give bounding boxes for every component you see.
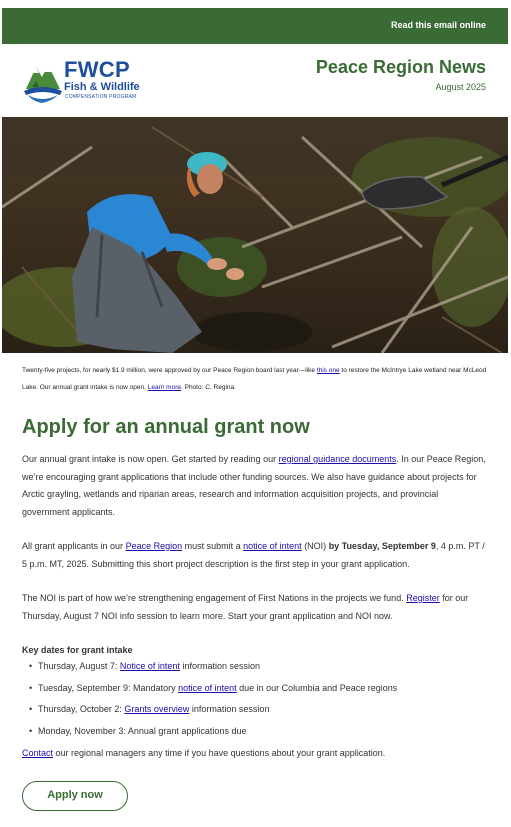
paragraph-guidance — [22, 451, 486, 521]
caption-text: . Photo: C. Regina. — [181, 384, 236, 391]
paragraph-text: Our annual grant intake is now open. Get started by reading our — [22, 454, 279, 464]
key-dates-list — [29, 657, 489, 743]
contact-paragraph — [22, 745, 385, 761]
register-link[interactable]: Register — [406, 593, 440, 603]
list-item — [29, 679, 489, 701]
noi-due-link[interactable]: notice of intent — [178, 682, 237, 693]
paragraph-first-nations — [22, 590, 486, 625]
grants-overview-link[interactable]: Grants overview — [124, 704, 190, 714]
logo-acronym: FWCP — [64, 57, 130, 82]
photo-caption — [22, 362, 492, 396]
list-item-text: Monday, November 3: Annual grant applications due — [38, 725, 247, 736]
paragraph-text: . In our Peace Region, we’re encouraging grant applications that include other funding sources. We also have guidance about projects for Arctic grayling, wetlands and riparian areas, research and information acquisition projects, and provincial government applicants. — [22, 454, 486, 517]
list-item-text: information session — [179, 661, 260, 671]
paragraph-text: , 4 p.m. PT / 5 p.m. MT, 2025. Submitting this short project description is the first step in your grant application. — [22, 541, 485, 569]
caption-link-learn-more[interactable]: Learn more — [147, 384, 181, 391]
section-heading: Apply for an annual grant now — [22, 416, 310, 438]
notice-of-intent-link[interactable]: notice of intent — [243, 541, 302, 551]
apply-now-button[interactable]: Apply now — [22, 781, 128, 811]
logo-subtitle: COMPENSATION PROGRAM — [65, 94, 137, 100]
newsletter-title: Peace Region News — [315, 57, 486, 77]
fwcp-logo-mark — [22, 57, 64, 105]
logo-name: Fish & Wildlife — [64, 81, 140, 93]
list-item-text: Thursday, October 2: — [38, 704, 125, 714]
list-item — [29, 657, 489, 679]
noi-session-link[interactable]: Notice of intent — [119, 661, 180, 671]
caption-link-this-one[interactable]: this one — [316, 367, 340, 374]
paragraph-text: (NOI) — [301, 541, 329, 551]
paragraph-text: must submit a — [182, 541, 244, 551]
list-item-text: Thursday, August 7: — [38, 661, 120, 671]
paragraph-noi — [22, 538, 486, 573]
read-online-link[interactable]: Read this email online — [390, 20, 486, 30]
list-item-text: Tuesday, September 9: Mandatory — [38, 682, 179, 693]
list-item — [29, 722, 489, 744]
paragraph-text: The NOI is part of how we’re strengthening engagement of First Nations in the projects we fund. — [22, 593, 407, 603]
newsletter-date: August 2025 — [435, 82, 486, 92]
paragraph-text: for our Thursday, August 7 NOI info session to learn more. Start your grant application and NOI now. — [22, 593, 469, 621]
paragraph-text: our regional managers any time if you have questions about your grant application. — [53, 748, 386, 758]
header-bar — [2, 8, 508, 44]
contact-link[interactable]: Contact — [22, 748, 54, 758]
list-item-text: information session — [189, 704, 270, 714]
guidance-documents-link[interactable]: regional guidance documents — [278, 454, 397, 464]
fwcp-logo[interactable] — [22, 57, 142, 105]
peace-region-link[interactable]: Peace Region — [125, 541, 183, 551]
caption-text: to restore the McIntrye Lake wetland near McLeod Lake. Our annual grant intake is now open. — [22, 367, 487, 391]
paragraph-text: All grant applicants in our — [22, 541, 126, 551]
hero-photo — [2, 117, 508, 353]
list-item-text: due in our Columbia and Peace regions — [236, 682, 398, 693]
caption-text: Twenty-five projects, for nearly $1.9 million, were approved by our Peace Region board last year—like — [22, 367, 317, 374]
deadline-text: by Tuesday, September 9 — [328, 541, 436, 551]
key-dates-title: Key dates for grant intake — [22, 645, 133, 655]
list-item — [29, 700, 489, 722]
